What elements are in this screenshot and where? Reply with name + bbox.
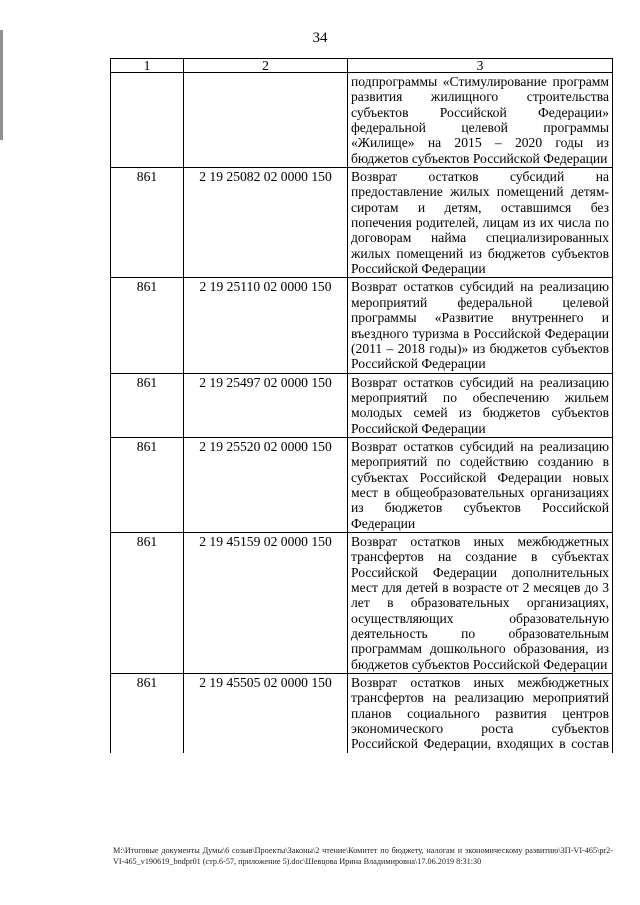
admin-cell bbox=[111, 73, 184, 168]
code-cell: 2 19 25110 02 0000 150 bbox=[184, 278, 348, 373]
code-cell: 2 19 45505 02 0000 150 bbox=[184, 674, 348, 753]
budget-codes-table bbox=[110, 58, 613, 753]
code-cell bbox=[184, 73, 348, 168]
admin-cell: 861 bbox=[111, 532, 184, 673]
description-cell: Возврат остатков субсидий на предоставление жилых помещений детям-сиротам и детям, оставшимся без попечения родителей, лицам из их числа по договорам найма специализированных жилых помещений из бюджетов субъектов Российской Федерации bbox=[348, 168, 613, 278]
admin-cell: 861 bbox=[111, 168, 184, 278]
code-cell: 2 19 25520 02 0000 150 bbox=[184, 437, 348, 532]
column-header-3: 3 bbox=[348, 59, 613, 73]
description-cell: Возврат остатков иных межбюджетных трансфертов на реализацию мероприятий планов социального развития центров экономического роста субъектов Российской Федерации, входящих в состав bbox=[348, 674, 613, 753]
column-header-1: 1 bbox=[111, 59, 184, 73]
column-header-2: 2 bbox=[184, 59, 348, 73]
admin-cell: 861 bbox=[111, 373, 184, 437]
admin-cell: 861 bbox=[111, 437, 184, 532]
code-cell: 2 19 25082 02 0000 150 bbox=[184, 168, 348, 278]
description-cell: подпрограммы «Стимулирование программ развития жилищного строительства субъектов Российской Федерации» федеральной целевой программы «Жилище» на 2015 – 2020 годы из бюджетов субъектов Российской Федерации bbox=[348, 73, 613, 168]
table-row bbox=[111, 674, 613, 753]
description-cell: Возврат остатков субсидий на реализацию мероприятий по обеспечению жильем молодых семей из бюджетов субъектов Российской Федерации bbox=[348, 373, 613, 437]
code-cell: 2 19 25497 02 0000 150 bbox=[184, 373, 348, 437]
table-row bbox=[111, 278, 613, 373]
page-number: 34 bbox=[312, 30, 328, 46]
admin-cell: 861 bbox=[111, 674, 184, 753]
description-cell: Возврат остатков субсидий на реализацию мероприятий по содействию созданию в субъектах Российской Федерации новых мест в общеобразовательных организациях из бюджетов субъектов Российской Федерации bbox=[348, 437, 613, 532]
code-cell: 2 19 45159 02 0000 150 bbox=[184, 532, 348, 673]
table-row-continuation bbox=[111, 73, 613, 168]
description-cell: Возврат остатков субсидий на реализацию мероприятий федеральной целевой программы «Развитие внутреннего и въездного туризма в Российской Федерации (2011 – 2018 годы)» из бюджетов субъектов Российской Федерации bbox=[348, 278, 613, 373]
table-header-row bbox=[111, 59, 613, 73]
admin-cell: 861 bbox=[111, 278, 184, 373]
document-footer-path: М:\Итоговые документы Думы\6 созыв\Проекты\Законы\2 чтение\Комитет по бюджету, налогам и экономическому развитию\ЗП-VI-465\pr2-VI-465_v190619_bndpr01 (стр.6-57, приложение 5).doc\Шевцова Ирина Владимировна\17.06.2019 8:31:30 bbox=[113, 846, 613, 866]
description-cell: Возврат остатков иных межбюджетных трансфертов на создание в субъектах Российской Федерации дополнительных мест для детей в возрасте от 2 месяцев до 3 лет в образовательных организациях, осуществляющих образовательную деятельность по образовательным программам дошкольного образования, из бюджетов субъектов Российской Федерации bbox=[348, 532, 613, 673]
table-row bbox=[111, 168, 613, 278]
table-row bbox=[111, 437, 613, 532]
table-row bbox=[111, 532, 613, 673]
table-row bbox=[111, 373, 613, 437]
